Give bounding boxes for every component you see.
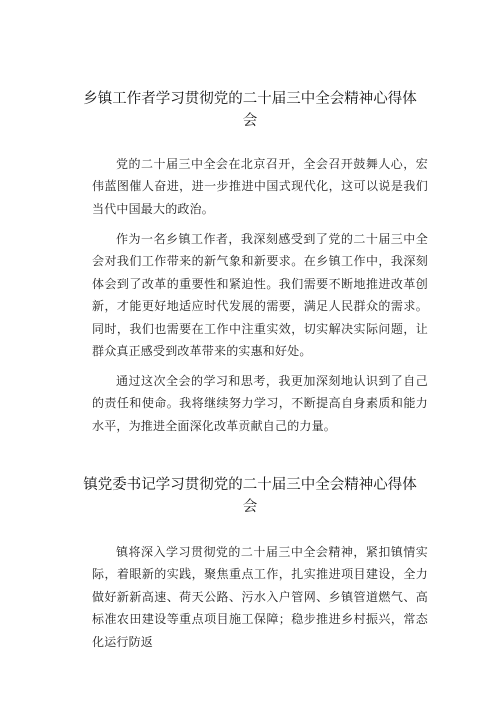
section2-title <box>80 474 420 518</box>
section1-paragraph-3: 通过这次全会的学习和思考，我更加深刻地认识到了自己的责任和使命。我将继续努力学习，不断提高自身素质和能力水平，为推进全面深化改革贡献自己的力量。 <box>92 374 428 433</box>
section2-title-line1: 镇党委书记学习贯彻党的二十届三中全会精神心得体 <box>83 477 417 493</box>
section1-title <box>80 88 420 132</box>
section1-title-line2: 会 <box>242 113 258 129</box>
section2-title-line2: 会 <box>242 499 258 515</box>
section1-paragraph-2: 作为一名乡镇工作者，我深刻感受到了党的二十届三中全会对我们工作带来的新气象和新要求。在乡镇工作中，我深刻体会到了改革的重要性和紧迫性。我们需要不断地推进改革创新，才能更好地适应时代发展的需要，满足人民群众的需求。同时，我们也需要在工作中注重实效，切实解决实际问题，让群众真正感受到改革带来的实惠和好处。 <box>92 232 428 359</box>
section1-paragraph-1: 党的二十届三中全会在北京召开，全会召开鼓舞人心，宏伟蓝图催人奋进，进一步推进中国式现代化，这可以说是我们当代中国最大的政治。 <box>92 157 428 216</box>
section2-paragraph-1: 镇将深入学习贯彻党的二十届三中全会精神，紧扣镇情实际，着眼新的实践，聚焦重点工作，扎实推进项目建设，全力做好新新高速、荷天公路、污水入户管网、乡镇管道燃气、高标准农田建设等重点项目施工保障；稳步推进乡村振兴，常态化运行防返 <box>92 545 428 649</box>
section1-title-line1: 乡镇工作者学习贯彻党的二十届三中全会精神心得体 <box>83 91 417 107</box>
